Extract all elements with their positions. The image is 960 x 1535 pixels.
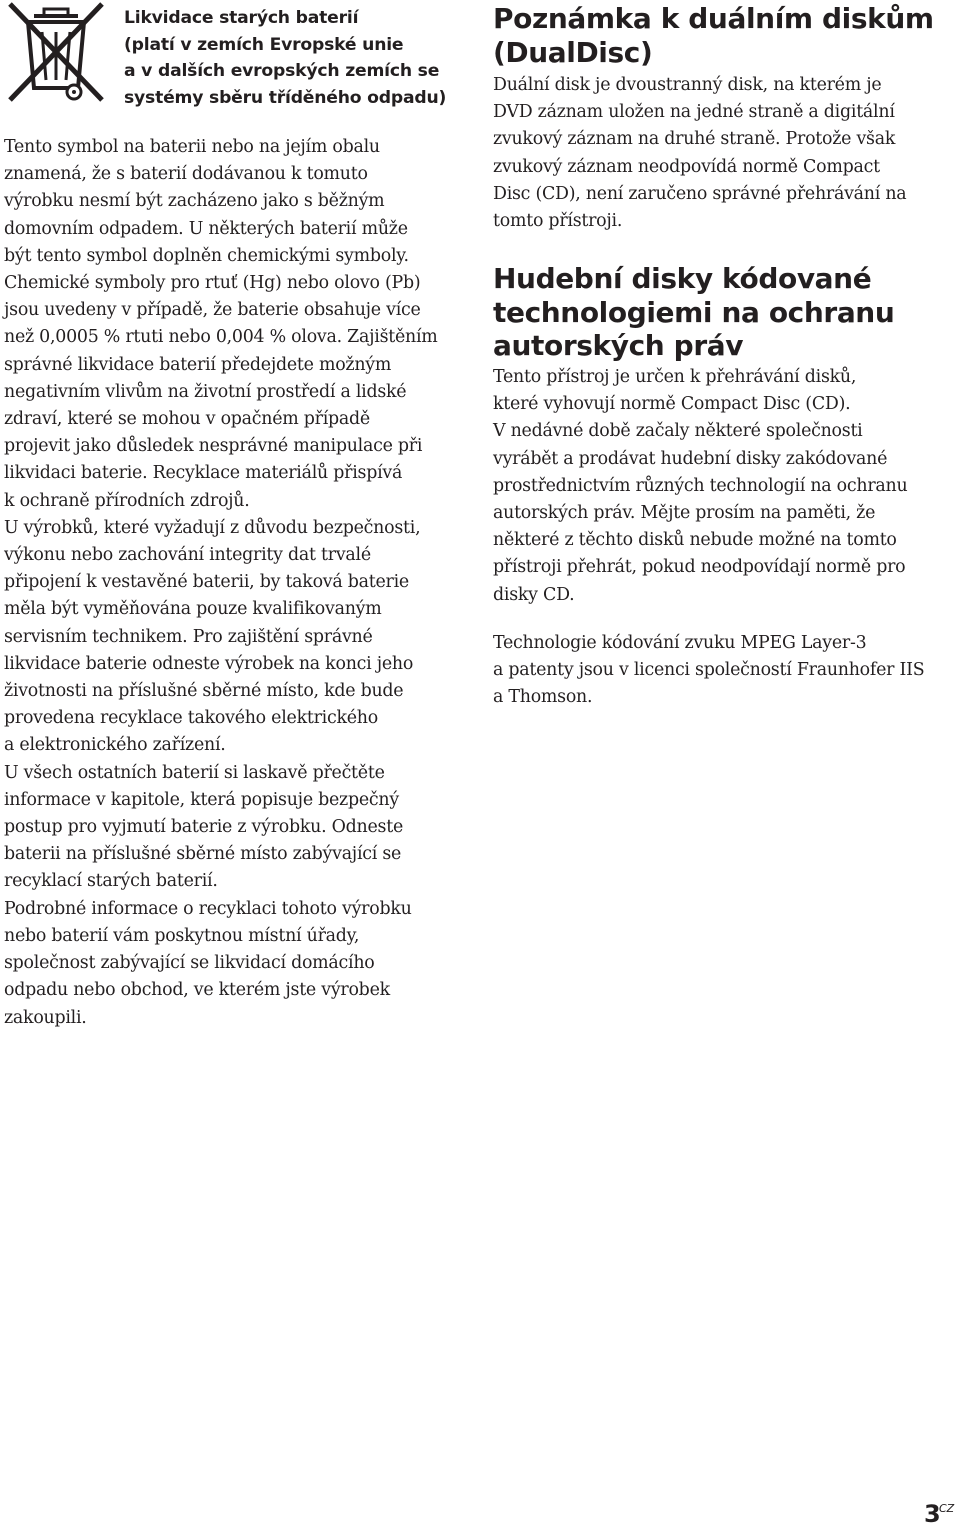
text-line: zvukový záznam na druhé straně. Protože však	[493, 129, 896, 150]
text-line: odpadu nebo obchod, ve kterém jste výrobek	[4, 980, 390, 1001]
battery-disposal-text	[4, 134, 438, 1032]
crossed-out-bin-icon	[4, 0, 108, 106]
battery-header	[4, 0, 476, 118]
dualdisc-heading	[493, 2, 934, 69]
mpeg-license-text	[493, 630, 924, 712]
text-line: informace v kapitole, která popisuje bezpečný	[4, 789, 399, 810]
text-line: k ochraně přírodních zdrojů.	[4, 490, 250, 511]
text-line: domovním odpadem. U některých baterií může	[4, 218, 408, 239]
text-line: znamená, že s baterií dodávanou k tomuto	[4, 164, 368, 185]
text-line: společnost zabývající se likvidací domácího	[4, 953, 375, 974]
text-line: jsou uvedeny v případě, že baterie obsahuje více	[4, 300, 421, 321]
language-code: CZ	[939, 1502, 955, 1515]
copy-protection-text	[493, 364, 907, 609]
heading-line: technologiemi na ochranu	[493, 295, 895, 329]
heading-line: Hudební disky kódované	[493, 262, 872, 295]
title-line: Likvidace starých baterií	[124, 8, 359, 28]
text-line: měla být vyměňována pouze kvalifikovaným	[4, 599, 382, 620]
text-line: a Thomson.	[493, 687, 593, 708]
text-line: Podrobné informace o recyklaci tohoto výrobku	[4, 898, 412, 919]
text-line: připojení k vestavěné baterii, by taková baterie	[4, 572, 409, 593]
page-number: 3	[924, 1500, 941, 1528]
text-line: nebo baterií vám poskytnou místní úřady,	[4, 925, 360, 946]
title-line: (platí v zemích Evropské unie	[124, 34, 404, 55]
text-line: Technologie kódování zvuku MPEG Layer-3	[493, 633, 867, 653]
text-line: Chemické symboly pro rtuť (Hg) nebo olovo (Pb)	[4, 273, 421, 294]
text-line: vyrábět a prodávat hudební disky zakódované	[493, 448, 888, 469]
text-line: negativním vlivům na životní prostředí a lidské	[4, 381, 407, 402]
text-line: životnosti na příslušné sběrné místo, kde bude	[4, 681, 404, 702]
heading-line: (DualDisc)	[493, 35, 653, 69]
text-line: baterii na příslušné sběrné místo zabývající se	[4, 844, 402, 865]
battery-column	[4, 0, 476, 1028]
text-line: přístroji přehrát, pokud neodpovídají normě pro	[493, 557, 906, 578]
text-line: servisním technikem. Pro zajištění správné	[4, 626, 373, 647]
text-line: být tento symbol doplněn chemickými symboly.	[4, 245, 409, 266]
heading-line: autorských práv	[493, 329, 744, 362]
text-line: některé z těchto disků nebude možné na tomto	[493, 530, 897, 551]
heading-line: Poznámka k duálním diskům	[493, 2, 934, 35]
title-line: a v dalších evropských zemích se	[124, 61, 440, 81]
text-line: provedena recyklace takového elektrického	[4, 708, 378, 729]
text-line: Tento symbol na baterii nebo na jejím obalu	[4, 137, 380, 157]
title-line: systémy sběru tříděného odpadu)	[124, 87, 447, 108]
text-line: projevit jako důsledek nesprávné manipulace při	[4, 436, 423, 457]
text-line: DVD záznam uložen na jedné straně a digitální	[493, 102, 895, 123]
text-line: výkonu nebo zachování integrity dat trvalé	[4, 545, 371, 566]
text-line: zvukový záznam neodpovídá normě Compact	[493, 156, 880, 177]
text-line: Tento přístroj je určen k přehrávání disků,	[493, 367, 857, 387]
battery-disposal-title	[124, 5, 469, 111]
text-line: tomto přístroji.	[493, 211, 623, 232]
text-line: Duální disk je dvoustranný disk, na kterém je	[493, 75, 882, 95]
text-line: které vyhovují normě Compact Disc (CD).	[493, 394, 851, 415]
text-line: správné likvidace baterií předejdete možným	[4, 354, 392, 375]
text-line: a patenty jsou v licenci společností Fraunhofer IIS	[493, 660, 925, 681]
dualdisc-text	[493, 72, 906, 235]
text-line: U výrobků, které vyžadují z důvodu bezpečnosti,	[4, 517, 421, 538]
text-line: V nedávné době začaly některé společnosti	[493, 421, 863, 442]
text-line: Disc (CD), není zaručeno správné přehrávání na	[493, 183, 907, 204]
text-line: autorských práv. Mějte prosím na paměti, že	[493, 503, 876, 524]
text-line: likvidace baterie odneste výrobek na konci jeho	[4, 653, 414, 674]
text-line: než 0,0005 % rtuti nebo 0,004 % olova. Zajištěním	[4, 327, 438, 348]
copy-protection-heading	[493, 262, 894, 363]
text-line: zakoupili.	[4, 1007, 87, 1028]
text-line: postup pro vyjmutí baterie z výrobku. Odneste	[4, 817, 403, 838]
text-line: recyklací starých baterií.	[4, 871, 218, 892]
text-line: zdraví, které se mohou v opačném případě	[4, 409, 370, 430]
text-line: výrobku nesmí být zacházeno jako s běžným	[4, 191, 385, 212]
text-line: U všech ostatních baterií si laskavě přečtěte	[4, 762, 385, 783]
text-line: prostřednictvím různých technologií na ochranu	[493, 475, 908, 496]
text-line: disky CD.	[493, 584, 575, 605]
text-line: likvidaci baterie. Recyklace materiálů přispívá	[4, 463, 403, 484]
text-line: a elektronického zařízení.	[4, 735, 226, 756]
